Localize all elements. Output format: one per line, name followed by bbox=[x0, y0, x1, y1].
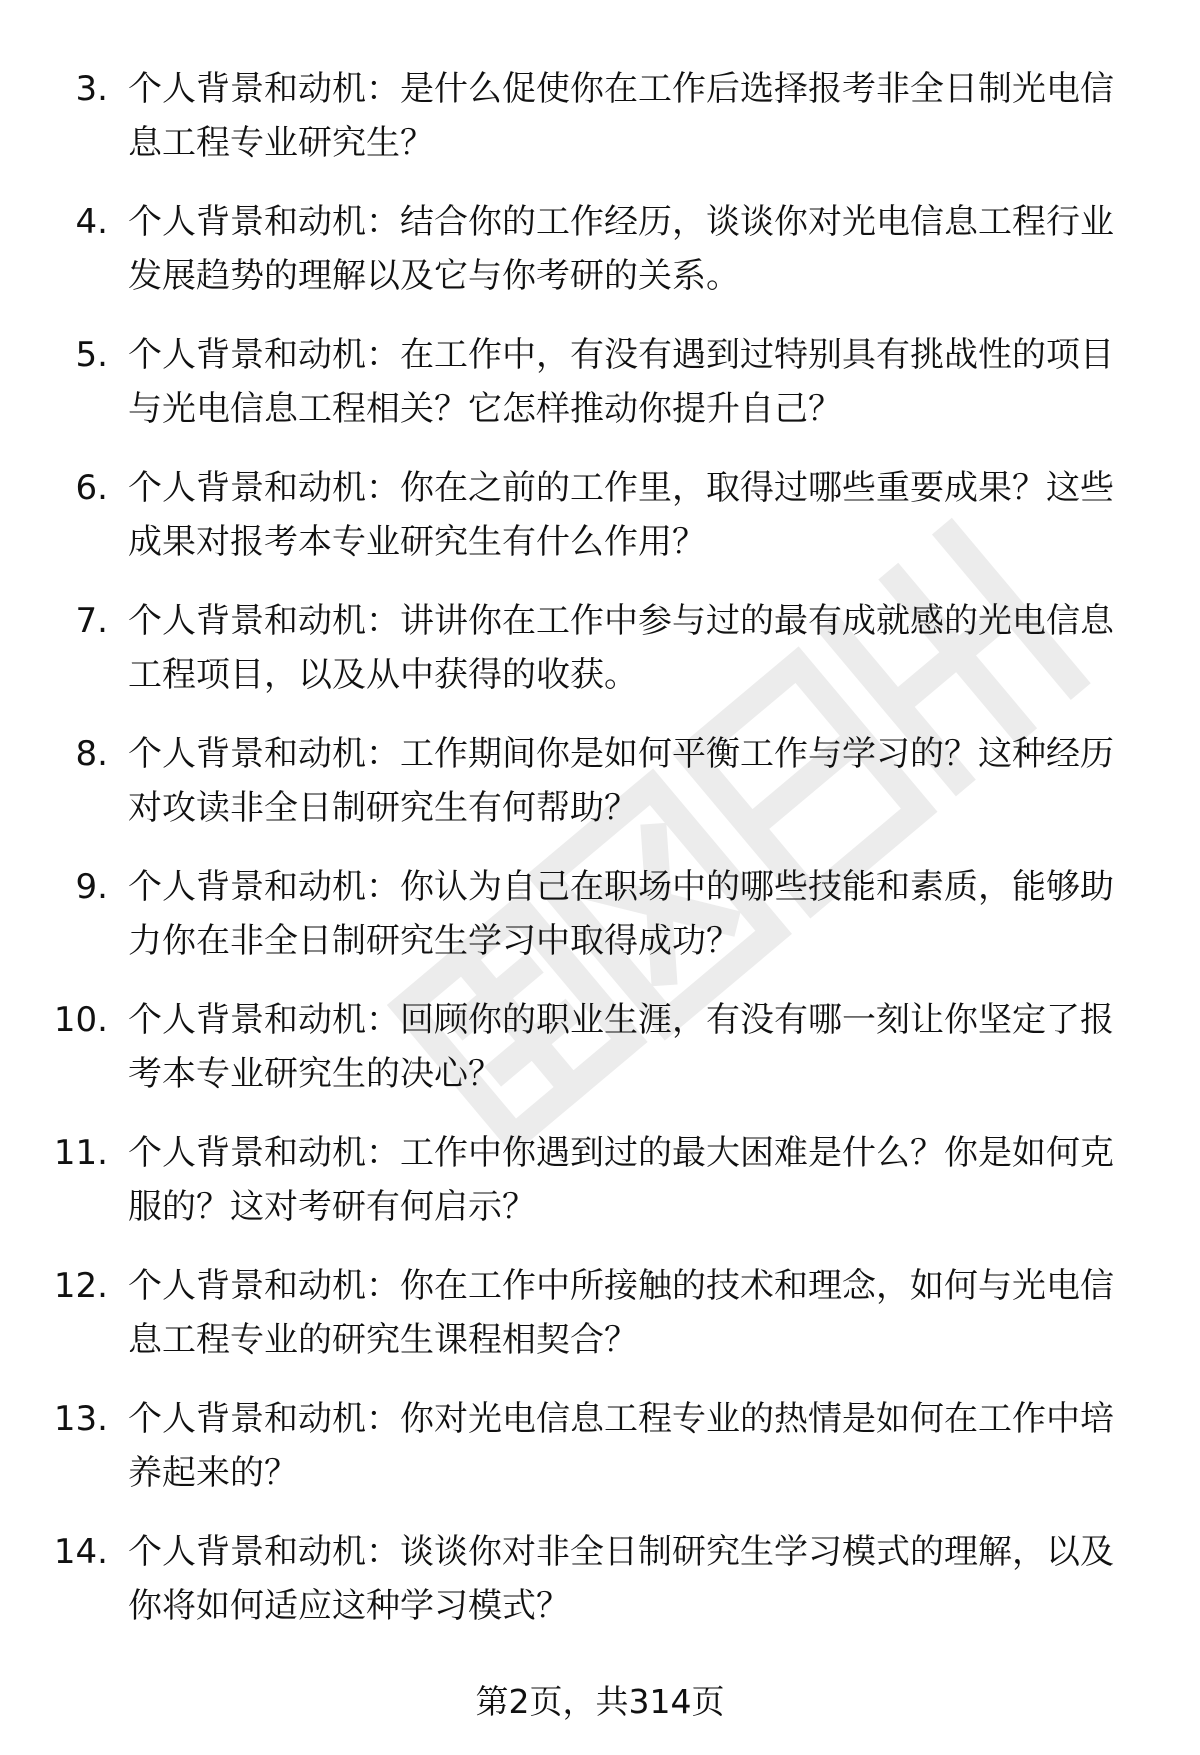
question-text: 个人背景和动机：谈谈你对非全日制研究生学习模式的理解，以及你将如何适应这种学习模式？ bbox=[128, 1532, 1114, 1626]
question-number: 12. bbox=[53, 1266, 108, 1306]
question-text: 个人背景和动机：你对光电信息工程专业的热情是如何在工作中培养起来的？ bbox=[128, 1399, 1114, 1493]
question-item bbox=[0, 860, 1200, 993]
question-number: 8. bbox=[75, 734, 108, 774]
question-text: 个人背景和动机：工作中你遇到过的最大困难是什么？你是如何克服的？这对考研有何启示？ bbox=[128, 1133, 1114, 1227]
question-item bbox=[0, 1126, 1200, 1259]
question-text: 个人背景和动机：你在工作中所接触的技术和理念，如何与光电信息工程专业的研究生课程相契合？ bbox=[128, 1266, 1114, 1360]
question-number: 13. bbox=[53, 1399, 108, 1439]
question-number: 10. bbox=[53, 1000, 108, 1040]
page-number-footer: 第2页，共314页 bbox=[475, 1682, 725, 1721]
question-item bbox=[0, 1525, 1200, 1658]
question-item bbox=[0, 328, 1200, 461]
question-item bbox=[0, 62, 1200, 195]
question-item bbox=[0, 1259, 1200, 1392]
question-item bbox=[0, 993, 1200, 1126]
question-number: 7. bbox=[75, 601, 108, 641]
question-item bbox=[0, 594, 1200, 727]
question-text: 个人背景和动机：是什么促使你在工作后选择报考非全日制光电信息工程专业研究生？ bbox=[128, 69, 1114, 163]
question-item bbox=[0, 195, 1200, 328]
question-text: 个人背景和动机：讲讲你在工作中参与过的最有成就感的光电信息工程项目，以及从中获得的收获。 bbox=[128, 601, 1114, 695]
question-number: 3. bbox=[75, 69, 108, 109]
question-number: 14. bbox=[53, 1532, 108, 1572]
question-text: 个人背景和动机：回顾你的职业生涯，有没有哪一刻让你坚定了报考本专业研究生的决心？ bbox=[128, 1000, 1114, 1094]
question-item bbox=[0, 1392, 1200, 1525]
question-number: 9. bbox=[75, 867, 108, 907]
question-item bbox=[0, 727, 1200, 860]
question-item bbox=[0, 461, 1200, 594]
question-number: 11. bbox=[53, 1133, 108, 1173]
question-list bbox=[0, 62, 1200, 1658]
question-text: 个人背景和动机：你认为自己在职场中的哪些技能和素质，能够助力你在非全日制研究生学习中取得成功？ bbox=[128, 867, 1114, 961]
question-text: 个人背景和动机：工作期间你是如何平衡工作与学习的？这种经历对攻读非全日制研究生有何帮助？ bbox=[128, 734, 1114, 828]
question-number: 4. bbox=[75, 202, 108, 242]
question-number: 5. bbox=[75, 335, 108, 375]
question-text: 个人背景和动机：在工作中，有没有遇到过特别具有挑战性的项目与光电信息工程相关？它怎样推动你提升自己？ bbox=[128, 335, 1114, 429]
question-number: 6. bbox=[75, 468, 108, 508]
question-text: 个人背景和动机：结合你的工作经历，谈谈你对光电信息工程行业发展趋势的理解以及它与你考研的关系。 bbox=[128, 202, 1114, 296]
question-text: 个人背景和动机：你在之前的工作里，取得过哪些重要成果？这些成果对报考本专业研究生有什么作用？ bbox=[128, 468, 1114, 562]
